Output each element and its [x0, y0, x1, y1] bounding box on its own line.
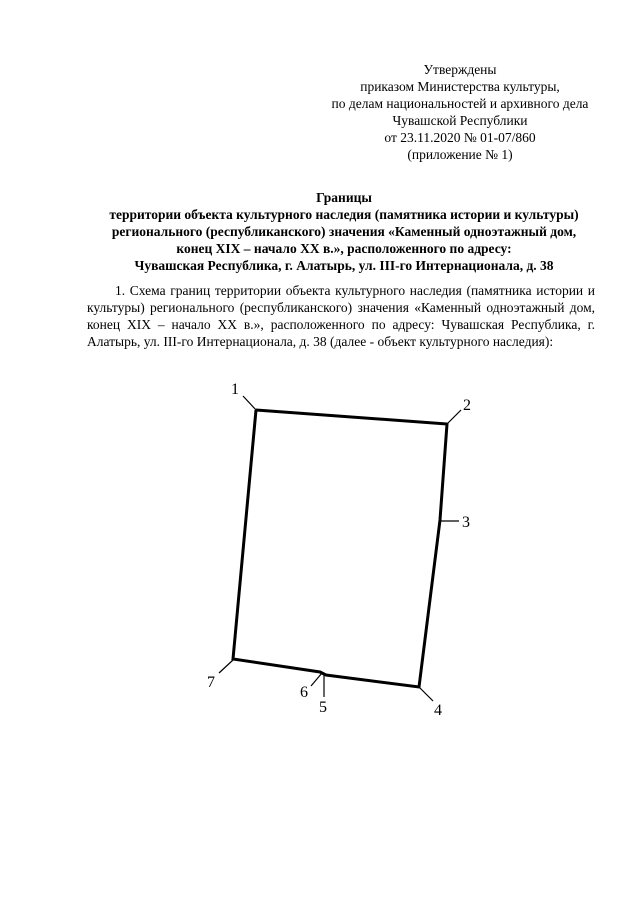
point-label-4: 4: [434, 702, 442, 719]
leader-line-4: [419, 687, 433, 701]
approval-line: Утверждены: [423, 62, 497, 77]
leader-line-6: [311, 673, 322, 686]
title-line: территории объекта культурного наследия (памятника истории и культуры): [109, 207, 579, 222]
point-label-6: 6: [300, 684, 308, 701]
leader-line-7: [219, 660, 233, 673]
boundary-scheme: [190, 370, 471, 720]
point-label-5: 5: [319, 699, 327, 716]
point-label-1: 1: [231, 381, 239, 398]
approval-line: от 23.11.2020 № 01-07/860: [384, 130, 536, 145]
document-title: [88, 189, 600, 274]
title-line: конец XIX – начало XX в.», расположенного по адресу:: [176, 241, 512, 256]
leader-lines: [219, 396, 461, 701]
body-paragraph: 1. Схема границ территории объекта культурного наследия (памятника истории и культуры) регионального (республиканского) значения «Каменный одноэтажный дом, конец XIX – начало XX в.», расположенного по адресу: Чувашская Республика, г. Алатырь, ул. III-го Интернационала, д. 38 (далее - объект культурного наследия):: [87, 283, 595, 349]
approval-line: (приложение № 1): [407, 147, 513, 162]
boundary-polygon: [233, 410, 447, 687]
point-label-2: 2: [463, 397, 471, 414]
point-label-7: 7: [207, 674, 215, 691]
title-line: Чувашская Республика, г. Алатырь, ул. III-го Интернационала, д. 38: [134, 258, 554, 273]
approval-line: приказом Министерства культуры,: [360, 79, 560, 94]
approval-line: Чувашской Республики: [392, 113, 528, 128]
leader-line-1: [243, 396, 257, 411]
leader-line-2: [447, 410, 461, 424]
approval-line: по делам национальностей и архивного дела: [331, 96, 589, 111]
title-line: регионального (республиканского) значения «Каменный одноэтажный дом,: [111, 224, 577, 239]
approval-block: [300, 61, 620, 163]
title-line: Границы: [316, 190, 372, 205]
point-label-3: 3: [462, 514, 470, 531]
